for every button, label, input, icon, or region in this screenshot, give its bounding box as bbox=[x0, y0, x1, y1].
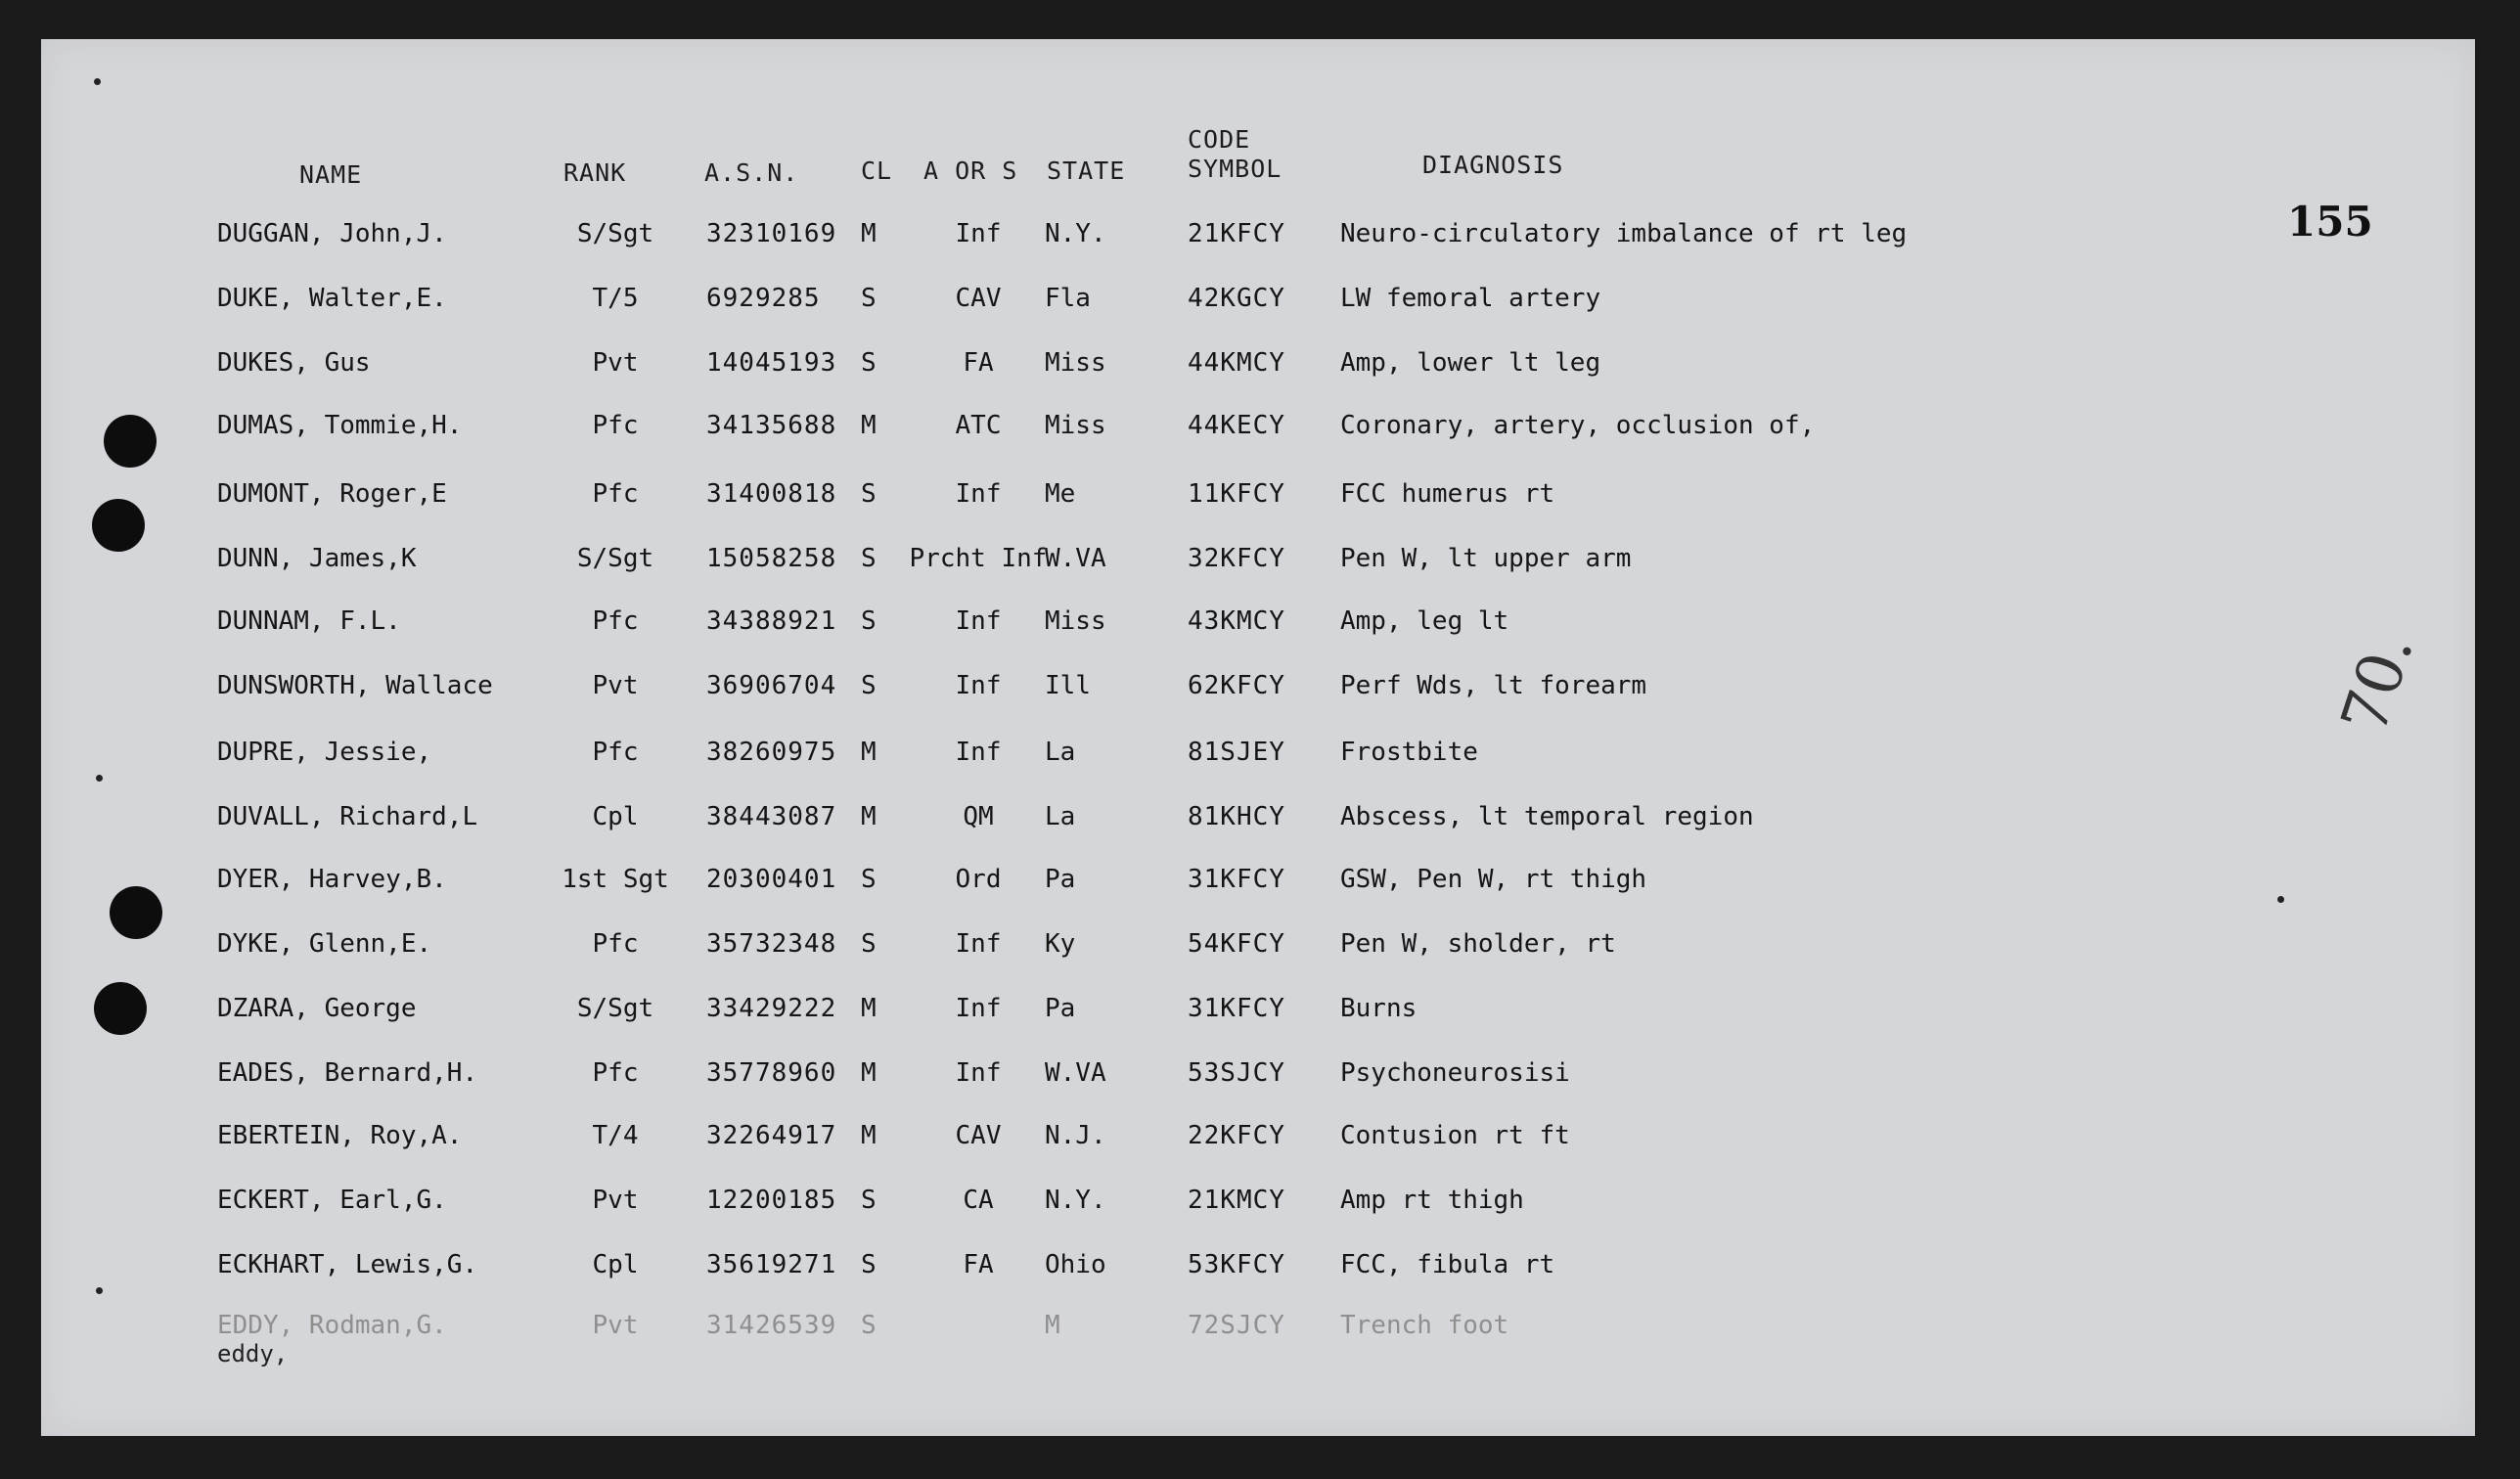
record-arm-service: ATC bbox=[955, 411, 1002, 440]
record-class: S bbox=[861, 671, 877, 700]
record-diagnosis: LW femoral artery bbox=[1340, 284, 1601, 313]
record-state: Fla bbox=[1045, 284, 1091, 313]
record-name: DUKE, Walter,E. bbox=[217, 284, 447, 313]
record-asn: 32310169 bbox=[706, 219, 837, 248]
record-rank: T/4 bbox=[592, 1121, 639, 1150]
record-code-symbol: 22KFCY bbox=[1188, 1121, 1285, 1150]
table-row bbox=[41, 1058, 2475, 1098]
record-rank: Pfc bbox=[592, 411, 639, 440]
record-state: N.J. bbox=[1045, 1121, 1106, 1150]
table-row bbox=[41, 1186, 2475, 1225]
table-row bbox=[41, 348, 2475, 387]
record-name: DUMAS, Tommie,H. bbox=[217, 411, 463, 440]
record-asn: 20300401 bbox=[706, 865, 837, 894]
record-diagnosis: Neuro-circulatory imbalance of rt leg bbox=[1340, 219, 1908, 248]
record-class: S bbox=[861, 606, 877, 636]
record-rank: S/Sgt bbox=[576, 219, 654, 248]
record-state: Pa bbox=[1045, 865, 1076, 894]
record-diagnosis: Contusion rt ft bbox=[1340, 1121, 1570, 1150]
record-arm-service: Ord bbox=[955, 865, 1002, 894]
record-state: La bbox=[1045, 802, 1076, 831]
record-diagnosis: Burns bbox=[1340, 994, 1418, 1023]
header-diagnosis: DIAGNOSIS bbox=[1422, 151, 1564, 179]
table-row bbox=[41, 479, 2475, 518]
record-name: DUPRE, Jessie, bbox=[217, 738, 432, 767]
record-diagnosis: Amp rt thigh bbox=[1340, 1186, 1524, 1215]
record-state: Ky bbox=[1045, 929, 1076, 959]
record-rank: Pfc bbox=[592, 929, 639, 959]
record-class: S bbox=[861, 865, 877, 894]
record-rank: 1st Sgt bbox=[562, 865, 669, 894]
record-class: S bbox=[861, 284, 877, 313]
record-diagnosis: Abscess, lt temporal region bbox=[1340, 802, 1754, 831]
record-rank: Cpl bbox=[592, 802, 639, 831]
record-name: EBERTEIN, Roy,A. bbox=[217, 1121, 463, 1150]
table-row bbox=[41, 994, 2475, 1033]
record-rank: Cpl bbox=[592, 1250, 639, 1279]
record-class: M bbox=[861, 411, 877, 440]
record-code-symbol: 32KFCY bbox=[1188, 544, 1285, 573]
margin-note: 70. bbox=[2328, 625, 2428, 742]
record-asn: 31426539 bbox=[706, 1311, 837, 1340]
record-state: Miss bbox=[1045, 606, 1106, 636]
record-code-symbol: 31KFCY bbox=[1188, 865, 1285, 894]
record-state: Miss bbox=[1045, 411, 1106, 440]
record-asn: 36906704 bbox=[706, 671, 837, 700]
record-diagnosis: Amp, leg lt bbox=[1340, 606, 1509, 636]
record-arm-service: CA bbox=[963, 1186, 994, 1215]
record-class: S bbox=[861, 1186, 877, 1215]
record-class: S bbox=[861, 1250, 877, 1279]
record-code-symbol: 62KFCY bbox=[1188, 671, 1285, 700]
record-asn: 12200185 bbox=[706, 1186, 837, 1215]
record-diagnosis: Trench foot bbox=[1340, 1311, 1509, 1340]
record-diagnosis: Frostbite bbox=[1340, 738, 1478, 767]
table-row bbox=[41, 219, 2475, 258]
record-name: EDDY, Rodman,G. bbox=[217, 1311, 447, 1340]
record-diagnosis: FCC humerus rt bbox=[1340, 479, 1555, 509]
table-row bbox=[41, 929, 2475, 968]
document-sheet bbox=[41, 39, 2475, 1436]
record-class: S bbox=[861, 348, 877, 378]
record-name: DUVALL, Richard,L bbox=[217, 802, 478, 831]
page-number: 155 bbox=[2287, 198, 2373, 246]
record-rank: Pvt bbox=[592, 348, 639, 378]
table-row bbox=[41, 802, 2475, 841]
record-asn: 34135688 bbox=[706, 411, 837, 440]
table-row bbox=[41, 865, 2475, 904]
record-state: Miss bbox=[1045, 348, 1106, 378]
record-diagnosis: Perf Wds, lt forearm bbox=[1340, 671, 1647, 700]
record-asn: 6929285 bbox=[706, 284, 821, 313]
header-name: NAME bbox=[299, 160, 363, 189]
record-name: DZARA, George bbox=[217, 994, 417, 1023]
record-arm-service: FA bbox=[963, 348, 994, 378]
record-class: S bbox=[861, 479, 877, 509]
record-name: EADES, Bernard,H. bbox=[217, 1058, 478, 1088]
record-name: DUNN, James,K bbox=[217, 544, 417, 573]
record-code-symbol: 53KFCY bbox=[1188, 1250, 1285, 1279]
record-state: Ill bbox=[1045, 671, 1091, 700]
header-asn: A.S.N. bbox=[704, 158, 799, 187]
record-name: DUNNAM, F.L. bbox=[217, 606, 401, 636]
record-diagnosis: FCC, fibula rt bbox=[1340, 1250, 1555, 1279]
record-arm-service: Inf bbox=[955, 738, 1002, 767]
record-state: Ohio bbox=[1045, 1250, 1106, 1279]
record-name: DYER, Harvey,B. bbox=[217, 865, 447, 894]
record-state: W.VA bbox=[1045, 544, 1106, 573]
record-asn: 35732348 bbox=[706, 929, 837, 959]
record-arm-service: Inf bbox=[955, 479, 1002, 509]
table-row bbox=[41, 671, 2475, 710]
record-state: M bbox=[1045, 1311, 1060, 1340]
header-cl: CL bbox=[861, 157, 893, 185]
record-name: DUKES, Gus bbox=[217, 348, 371, 378]
record-arm-service: FA bbox=[963, 1250, 994, 1279]
record-code-symbol: 81KHCY bbox=[1188, 802, 1285, 831]
record-arm-service: QM bbox=[963, 802, 994, 831]
record-arm-service: CAV bbox=[955, 1121, 1002, 1150]
record-state: Pa bbox=[1045, 994, 1076, 1023]
record-asn: 38260975 bbox=[706, 738, 837, 767]
record-class: M bbox=[861, 802, 877, 831]
record-name: DYKE, Glenn,E. bbox=[217, 929, 432, 959]
record-class: M bbox=[861, 994, 877, 1023]
record-code-symbol: 54KFCY bbox=[1188, 929, 1285, 959]
table-row bbox=[41, 411, 2475, 450]
header-rank: RANK bbox=[563, 158, 627, 187]
record-rank: Pfc bbox=[592, 1058, 639, 1088]
record-code-symbol: 43KMCY bbox=[1188, 606, 1285, 636]
record-arm-service: Inf bbox=[955, 929, 1002, 959]
record-asn: 35778960 bbox=[706, 1058, 837, 1088]
header-symbol: SYMBOL bbox=[1188, 155, 1282, 183]
table-row bbox=[41, 1121, 2475, 1160]
record-name: ECKHART, Lewis,G. bbox=[217, 1250, 478, 1279]
record-diagnosis: Amp, lower lt leg bbox=[1340, 348, 1601, 378]
record-diagnosis: Pen W, sholder, rt bbox=[1340, 929, 1616, 959]
record-name: DUNSWORTH, Wallace bbox=[217, 671, 493, 700]
record-class: M bbox=[861, 219, 877, 248]
record-code-symbol: 72SJCY bbox=[1188, 1311, 1285, 1340]
record-rank: Pvt bbox=[592, 1186, 639, 1215]
record-diagnosis: Pen W, lt upper arm bbox=[1340, 544, 1632, 573]
record-state: N.Y. bbox=[1045, 1186, 1106, 1215]
record-asn: 14045193 bbox=[706, 348, 837, 378]
table-row bbox=[41, 544, 2475, 583]
speck-mark bbox=[94, 78, 101, 85]
record-rank: Pfc bbox=[592, 606, 639, 636]
record-arm-service: Inf bbox=[955, 1058, 1002, 1088]
record-diagnosis: Coronary, artery, occlusion of, bbox=[1340, 411, 1816, 440]
record-name: DUMONT, Roger,E bbox=[217, 479, 447, 509]
record-class: S bbox=[861, 544, 877, 573]
table-row bbox=[41, 1250, 2475, 1289]
record-asn: 15058258 bbox=[706, 544, 837, 573]
record-rank: T/5 bbox=[592, 284, 639, 313]
record-arm-service: Inf bbox=[955, 606, 1002, 636]
record-asn: 38443087 bbox=[706, 802, 837, 831]
table-row bbox=[41, 1311, 2475, 1367]
record-code-symbol: 31KFCY bbox=[1188, 994, 1285, 1023]
record-arm-service: Inf bbox=[955, 994, 1002, 1023]
record-state: W.VA bbox=[1045, 1058, 1106, 1088]
record-arm-service: CAV bbox=[955, 284, 1002, 313]
record-state: La bbox=[1045, 738, 1076, 767]
record-class: M bbox=[861, 1058, 877, 1088]
record-class: M bbox=[861, 738, 877, 767]
record-asn: 32264917 bbox=[706, 1121, 837, 1150]
record-rank: S/Sgt bbox=[576, 994, 654, 1023]
record-code-symbol: 11KFCY bbox=[1188, 479, 1285, 509]
record-class: S bbox=[861, 1311, 877, 1340]
record-name-annotation: eddy, bbox=[217, 1340, 289, 1367]
record-diagnosis: Psychoneurosisi bbox=[1340, 1058, 1570, 1088]
record-asn: 34388921 bbox=[706, 606, 837, 636]
record-rank: Pvt bbox=[592, 671, 639, 700]
record-class: M bbox=[861, 1121, 877, 1150]
table-row bbox=[41, 284, 2475, 323]
record-name: DUGGAN, John,J. bbox=[217, 219, 447, 248]
record-state: Me bbox=[1045, 479, 1076, 509]
record-code-symbol: 42KGCY bbox=[1188, 284, 1285, 313]
header-code: CODE bbox=[1188, 125, 1251, 154]
table-row bbox=[41, 738, 2475, 777]
record-state: N.Y. bbox=[1045, 219, 1106, 248]
record-arm-service: Prcht Inf bbox=[909, 544, 1048, 573]
record-rank: S/Sgt bbox=[576, 544, 654, 573]
record-arm-service: Inf bbox=[955, 219, 1002, 248]
record-code-symbol: 44KMCY bbox=[1188, 348, 1285, 378]
record-rank: Pfc bbox=[592, 479, 639, 509]
record-asn: 31400818 bbox=[706, 479, 837, 509]
record-rank: Pfc bbox=[592, 738, 639, 767]
record-code-symbol: 53SJCY bbox=[1188, 1058, 1285, 1088]
record-asn: 35619271 bbox=[706, 1250, 837, 1279]
record-rank: Pvt bbox=[592, 1311, 639, 1340]
record-code-symbol: 21KFCY bbox=[1188, 219, 1285, 248]
record-arm-service: Inf bbox=[955, 671, 1002, 700]
record-asn: 33429222 bbox=[706, 994, 837, 1023]
record-name: ECKERT, Earl,G. bbox=[217, 1186, 447, 1215]
header-arm: A OR S bbox=[923, 157, 1018, 185]
header-state: STATE bbox=[1047, 157, 1126, 185]
record-code-symbol: 44KECY bbox=[1188, 411, 1285, 440]
record-diagnosis: GSW, Pen W, rt thigh bbox=[1340, 865, 1647, 894]
table-row bbox=[41, 606, 2475, 646]
record-code-symbol: 81SJEY bbox=[1188, 738, 1285, 767]
record-class: S bbox=[861, 929, 877, 959]
record-code-symbol: 21KMCY bbox=[1188, 1186, 1285, 1215]
